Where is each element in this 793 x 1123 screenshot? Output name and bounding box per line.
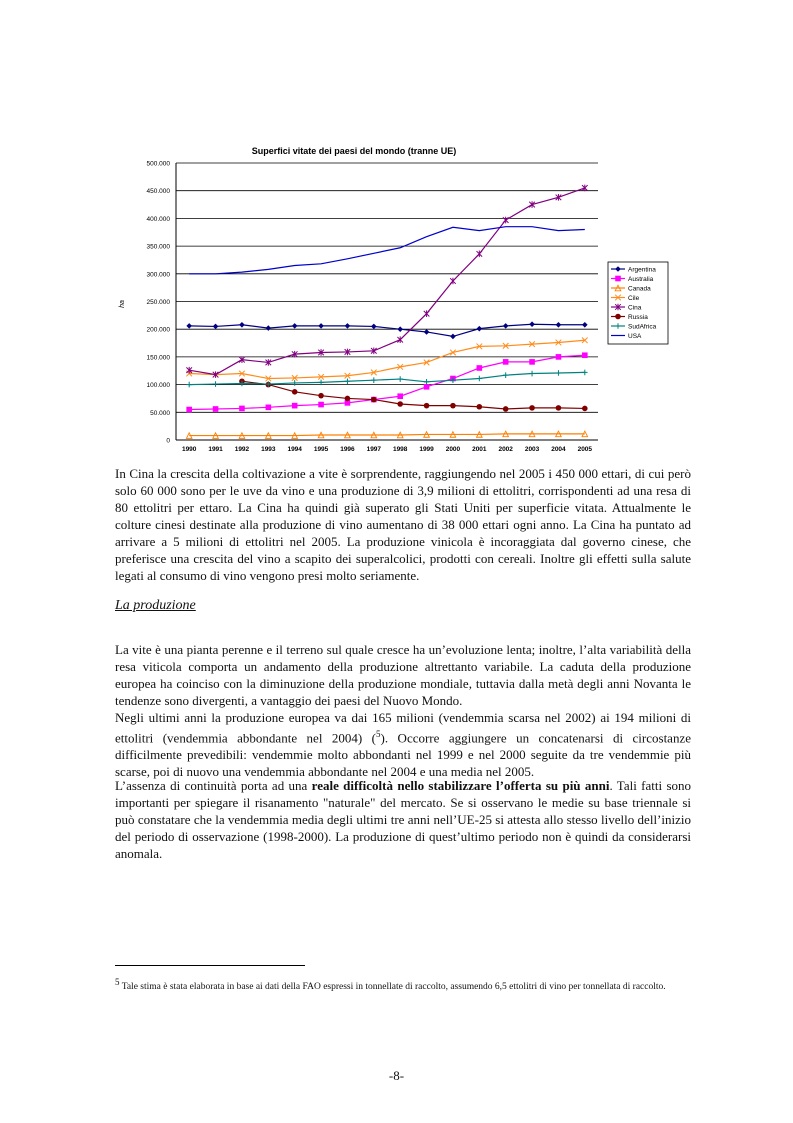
- x-tick-label: 1996: [340, 446, 355, 453]
- footnote: [115, 976, 715, 993]
- data-point: [503, 323, 509, 329]
- legend-label: USA: [628, 332, 642, 340]
- data-point: [318, 402, 324, 408]
- data-point: [556, 322, 562, 328]
- legend-label: Russia: [628, 313, 648, 321]
- legend-marker: [615, 314, 621, 320]
- data-point: [292, 323, 298, 329]
- data-point: [477, 251, 483, 258]
- footnote-separator: [115, 965, 305, 966]
- data-point: [186, 323, 192, 329]
- x-tick-label: 1991: [208, 446, 223, 453]
- data-point: [450, 278, 456, 285]
- data-point: [424, 403, 430, 409]
- series-cina: [186, 185, 587, 378]
- footnote-text: Tale stima è stata elaborata in base ai dati della FAO espressi in tonnellate di raccolto, assumendo 6,5 ettolitri di vino per tonnellata di raccolto.: [119, 982, 666, 993]
- paragraph-text-b: . Tali fatti sono importanti per spiegare il risanamento "naturale" del mercato. Se si osservano le medie su base triennale si può constatare che la vendemmia media degli ultimi tre anni nell’UE-25 si attesta allo stesso livello dell’inizio del periodo di osservazione (1998-2000). La produzione di quest’ultimo periodo non è quindi da considerarsi anomala.: [115, 778, 691, 861]
- x-tick-label: 2005: [577, 446, 593, 453]
- paragraph-continuity: [115, 777, 691, 862]
- data-point: [186, 407, 192, 413]
- data-point: [397, 376, 403, 382]
- x-tick-label: 1992: [234, 446, 250, 453]
- data-point: [318, 323, 324, 329]
- y-tick-label: 50.000: [150, 409, 170, 417]
- data-point: [529, 321, 535, 327]
- data-point: [450, 334, 456, 340]
- y-tick-label: 500.000: [146, 160, 170, 168]
- data-point: [582, 352, 588, 358]
- data-point: [503, 372, 509, 378]
- x-tick-label: 2002: [498, 446, 513, 453]
- x-tick-label: 2000: [445, 446, 461, 453]
- y-tick-label: 400.000: [146, 215, 170, 223]
- x-tick-label: 1998: [392, 446, 408, 453]
- data-point: [582, 185, 588, 192]
- data-point: [477, 365, 483, 371]
- data-point: [424, 310, 430, 317]
- x-tick-label: 1999: [419, 446, 434, 453]
- data-point: [529, 371, 535, 377]
- data-point: [397, 401, 403, 407]
- data-point: [186, 382, 192, 388]
- x-tick-label: 1994: [287, 446, 302, 453]
- data-point: [529, 405, 535, 411]
- series-line-usa: [189, 227, 585, 274]
- data-point: [345, 378, 351, 384]
- y-tick-label: 100.000: [146, 382, 170, 390]
- page-number: -8-: [388, 1068, 405, 1083]
- data-point: [503, 217, 509, 224]
- y-tick-label: 200.000: [146, 326, 170, 334]
- paragraph-text-a: L’assenza di continuità porta ad una: [115, 778, 312, 793]
- legend-label: SudAfrica: [628, 323, 657, 331]
- y-tick-label: 150.000: [146, 354, 170, 362]
- data-point: [477, 326, 483, 332]
- data-point: [503, 359, 509, 365]
- paragraph-text-b: ). Occorre aggiungere un concatenarsi di circostanze difficilmente prevedibili: vendemmie molto abbondanti nel 1999 e nel 2000 seguite da tre vendemmie più scarse, poi di nuovo una vendemmia abbondante nel 2004 e una media nel 2005.: [115, 730, 691, 780]
- data-point: [424, 379, 430, 385]
- y-tick-label: 250.000: [146, 299, 170, 306]
- paragraph-china-growth: In Cina la crescita della coltivazione a vite è sorprendente, raggiungendo nel 2005 i 450 000 ettari, di cui però solo 60 000 sono per le uve da vino e una produzione di 3,9 milioni di ettolitri, corrispondenti ad una resa di 80 ettolitri per ettaro. La Cina ha quindi già superato gli Stati Uniti per superficie vitata. Attualmente le colture cinesi destinate alla produzione di vino aumentano di 38 000 ettari ogni anno. La Cina ha puntato ad arrivare a 5 milioni di ettolitri nel 2005. La produzione vinicola è incoraggiata dal governo cinese, che preferisce una crescita del vino a scapito dei superalcolici, prodotti con cereali. Inoltre gli effetti sulla salute legati al consumo di vino vengono presi molto seriamente.: [115, 466, 691, 583]
- vineyard-area-chart: [118, 138, 657, 456]
- data-point: [556, 370, 562, 376]
- section-heading: La produzione: [115, 598, 196, 613]
- legend-box: [608, 262, 668, 344]
- data-point: [397, 326, 403, 332]
- data-point: [213, 381, 219, 387]
- data-point: [582, 322, 588, 328]
- y-tick-label: 300.000: [146, 271, 170, 279]
- data-point: [213, 324, 219, 330]
- data-point: [450, 403, 456, 409]
- series-argentina: [186, 321, 587, 339]
- chart-title: Superfici vitate dei paesi del mondo (tranne UE): [251, 146, 457, 156]
- data-point: [213, 406, 219, 412]
- data-point: [345, 323, 351, 329]
- paragraph-european-production: [115, 709, 691, 780]
- series-line-cile: [189, 340, 585, 378]
- x-tick-label: 1990: [181, 446, 197, 453]
- legend-label: Cina: [628, 304, 642, 312]
- footnote-marker: 5: [115, 977, 120, 987]
- paragraph-vine-perennial: La vite è una pianta perenne e il terreno sul quale cresce ha un’evoluzione lenta; inoltre, l’alta variabilità della resa viticola comporta un andamento della produzione altrettanto variabile. La caduta della produzione europea ha coinciso con la diminuzione della produzione mondiale, tuttavia dalla metà degli anni Novanta le tendenze sono divergenti, a vantaggio dei paesi del Nuovo Mondo.: [115, 642, 691, 708]
- data-point: [345, 396, 351, 402]
- legend-label: Australia: [628, 275, 654, 283]
- data-point: [582, 406, 588, 412]
- data-point: [556, 354, 562, 360]
- data-point: [239, 322, 245, 328]
- x-tick-label: 2001: [472, 446, 487, 453]
- data-point: [318, 393, 324, 399]
- data-point: [556, 405, 562, 411]
- series-cile: [186, 337, 587, 381]
- data-point: [503, 406, 509, 412]
- x-tick-label: 2004: [551, 446, 566, 453]
- data-point: [397, 393, 403, 399]
- x-tick-label: 1993: [261, 446, 276, 453]
- paragraph-text-a: Negli ultimi anni la produzione europea va dai 165 milioni (vendemmia scarsa nel 2002) ai 194 milioni di ettolitri (vendemmia abbondante nel 2004) (: [115, 710, 691, 746]
- legend-label: Cile: [628, 294, 640, 302]
- y-tick-label: 350.000: [146, 243, 170, 251]
- data-point: [529, 359, 535, 365]
- y-tick-label: 0: [166, 437, 170, 445]
- data-point: [477, 404, 483, 410]
- legend-marker: [615, 276, 621, 282]
- x-tick-label: 2003: [524, 446, 540, 453]
- legend-label: Argentina: [628, 266, 656, 274]
- series-usa: [189, 227, 585, 274]
- data-point: [477, 376, 483, 382]
- data-point: [239, 406, 245, 412]
- x-tick-label: 1997: [366, 446, 382, 453]
- data-point: [424, 384, 430, 390]
- legend-label: Canada: [628, 285, 651, 293]
- data-point: [371, 377, 377, 383]
- series-line-cina: [189, 188, 585, 375]
- data-point: [292, 403, 298, 409]
- data-point: [266, 405, 272, 411]
- footnote-reference[interactable]: 5: [376, 729, 381, 739]
- data-point: [371, 324, 377, 330]
- emphasis-text: reale difficoltà nello stabilizzare l’offerta su più anni: [311, 778, 610, 793]
- chart-y-axis-label: ha: [119, 300, 126, 308]
- series-line-canada: [189, 434, 585, 436]
- data-point: [397, 336, 403, 343]
- x-tick-label: 1995: [313, 446, 329, 453]
- y-tick-label: 450.000: [146, 188, 170, 196]
- data-point: [292, 389, 298, 395]
- data-point: [582, 370, 588, 376]
- series-line-argentina: [189, 324, 585, 336]
- data-point: [371, 397, 377, 403]
- series-canada: [186, 431, 587, 438]
- data-point: [266, 325, 272, 331]
- data-point: [424, 329, 430, 335]
